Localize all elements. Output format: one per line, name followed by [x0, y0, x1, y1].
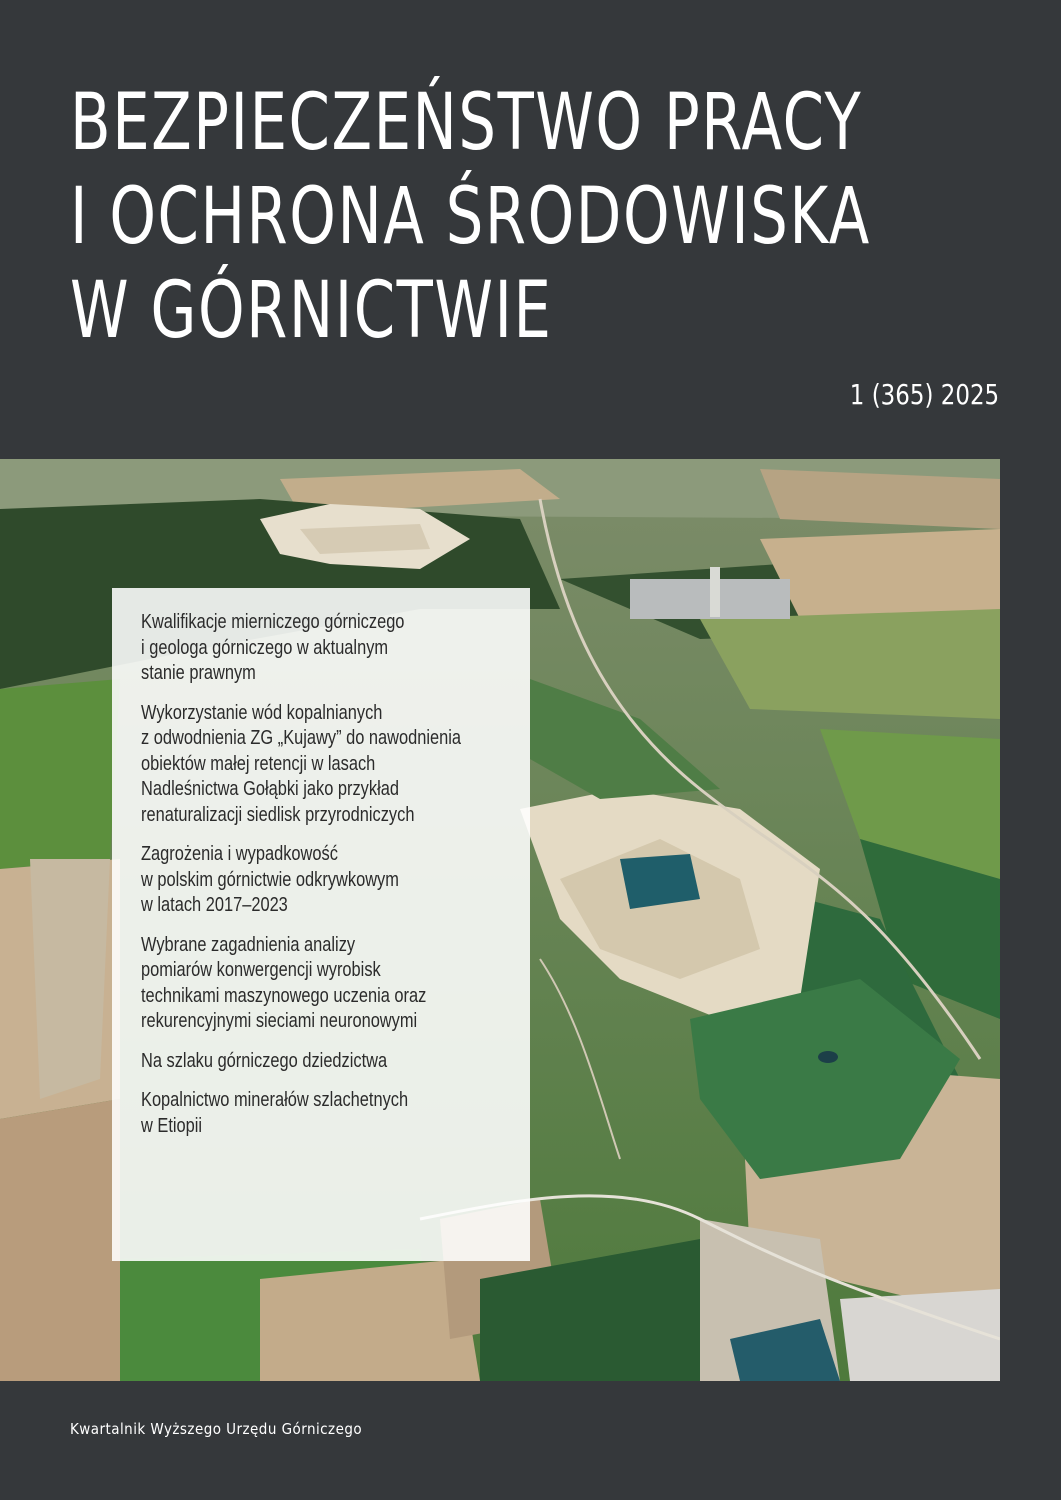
- toc-item: Wybrane zagadnienia analizy pomiarów konwergencji wyrobisk technikami maszynowego uczenia oraz rekurencyjnymi sieciami neuronowymi: [141, 933, 427, 1032]
- toc-item: Kwalifikacje mierniczego górniczego i geologa górniczego w aktualnym stanie prawnym: [141, 611, 405, 684]
- publisher-note: Kwartalnik Wyższego Urzędu Górniczego: [70, 1420, 363, 1438]
- journal-title-line-3: W GÓRNICTWIE: [70, 266, 553, 356]
- table-of-contents: [112, 588, 530, 1261]
- issue-number: 1 (365) 2025: [849, 378, 999, 411]
- toc-item: Wykorzystanie wód kopalnianych z odwodnienia ZG „Kujawy” do nawodnienia obiektów małej retencji w lasach Nadleśnictwa Gołąbki jako przykład renaturalizacji siedlisk przyrodniczych: [141, 701, 461, 826]
- toc-item: Zagrożenia i wypadkowość w polskim górnictwie odkrywkowym w latach 2017–2023: [141, 843, 399, 916]
- toc-item: Kopalnictwo minerałów szlachetnych w Etiopii: [141, 1089, 409, 1137]
- journal-title: [70, 76, 871, 358]
- toc-item: Na szlaku górniczego dziedzictwa: [141, 1049, 388, 1072]
- journal-title-line-2: I OCHRONA ŚRODOWISKA: [70, 172, 871, 262]
- journal-title-line-1: BEZPIECZEŃSTWO PRACY: [70, 78, 863, 168]
